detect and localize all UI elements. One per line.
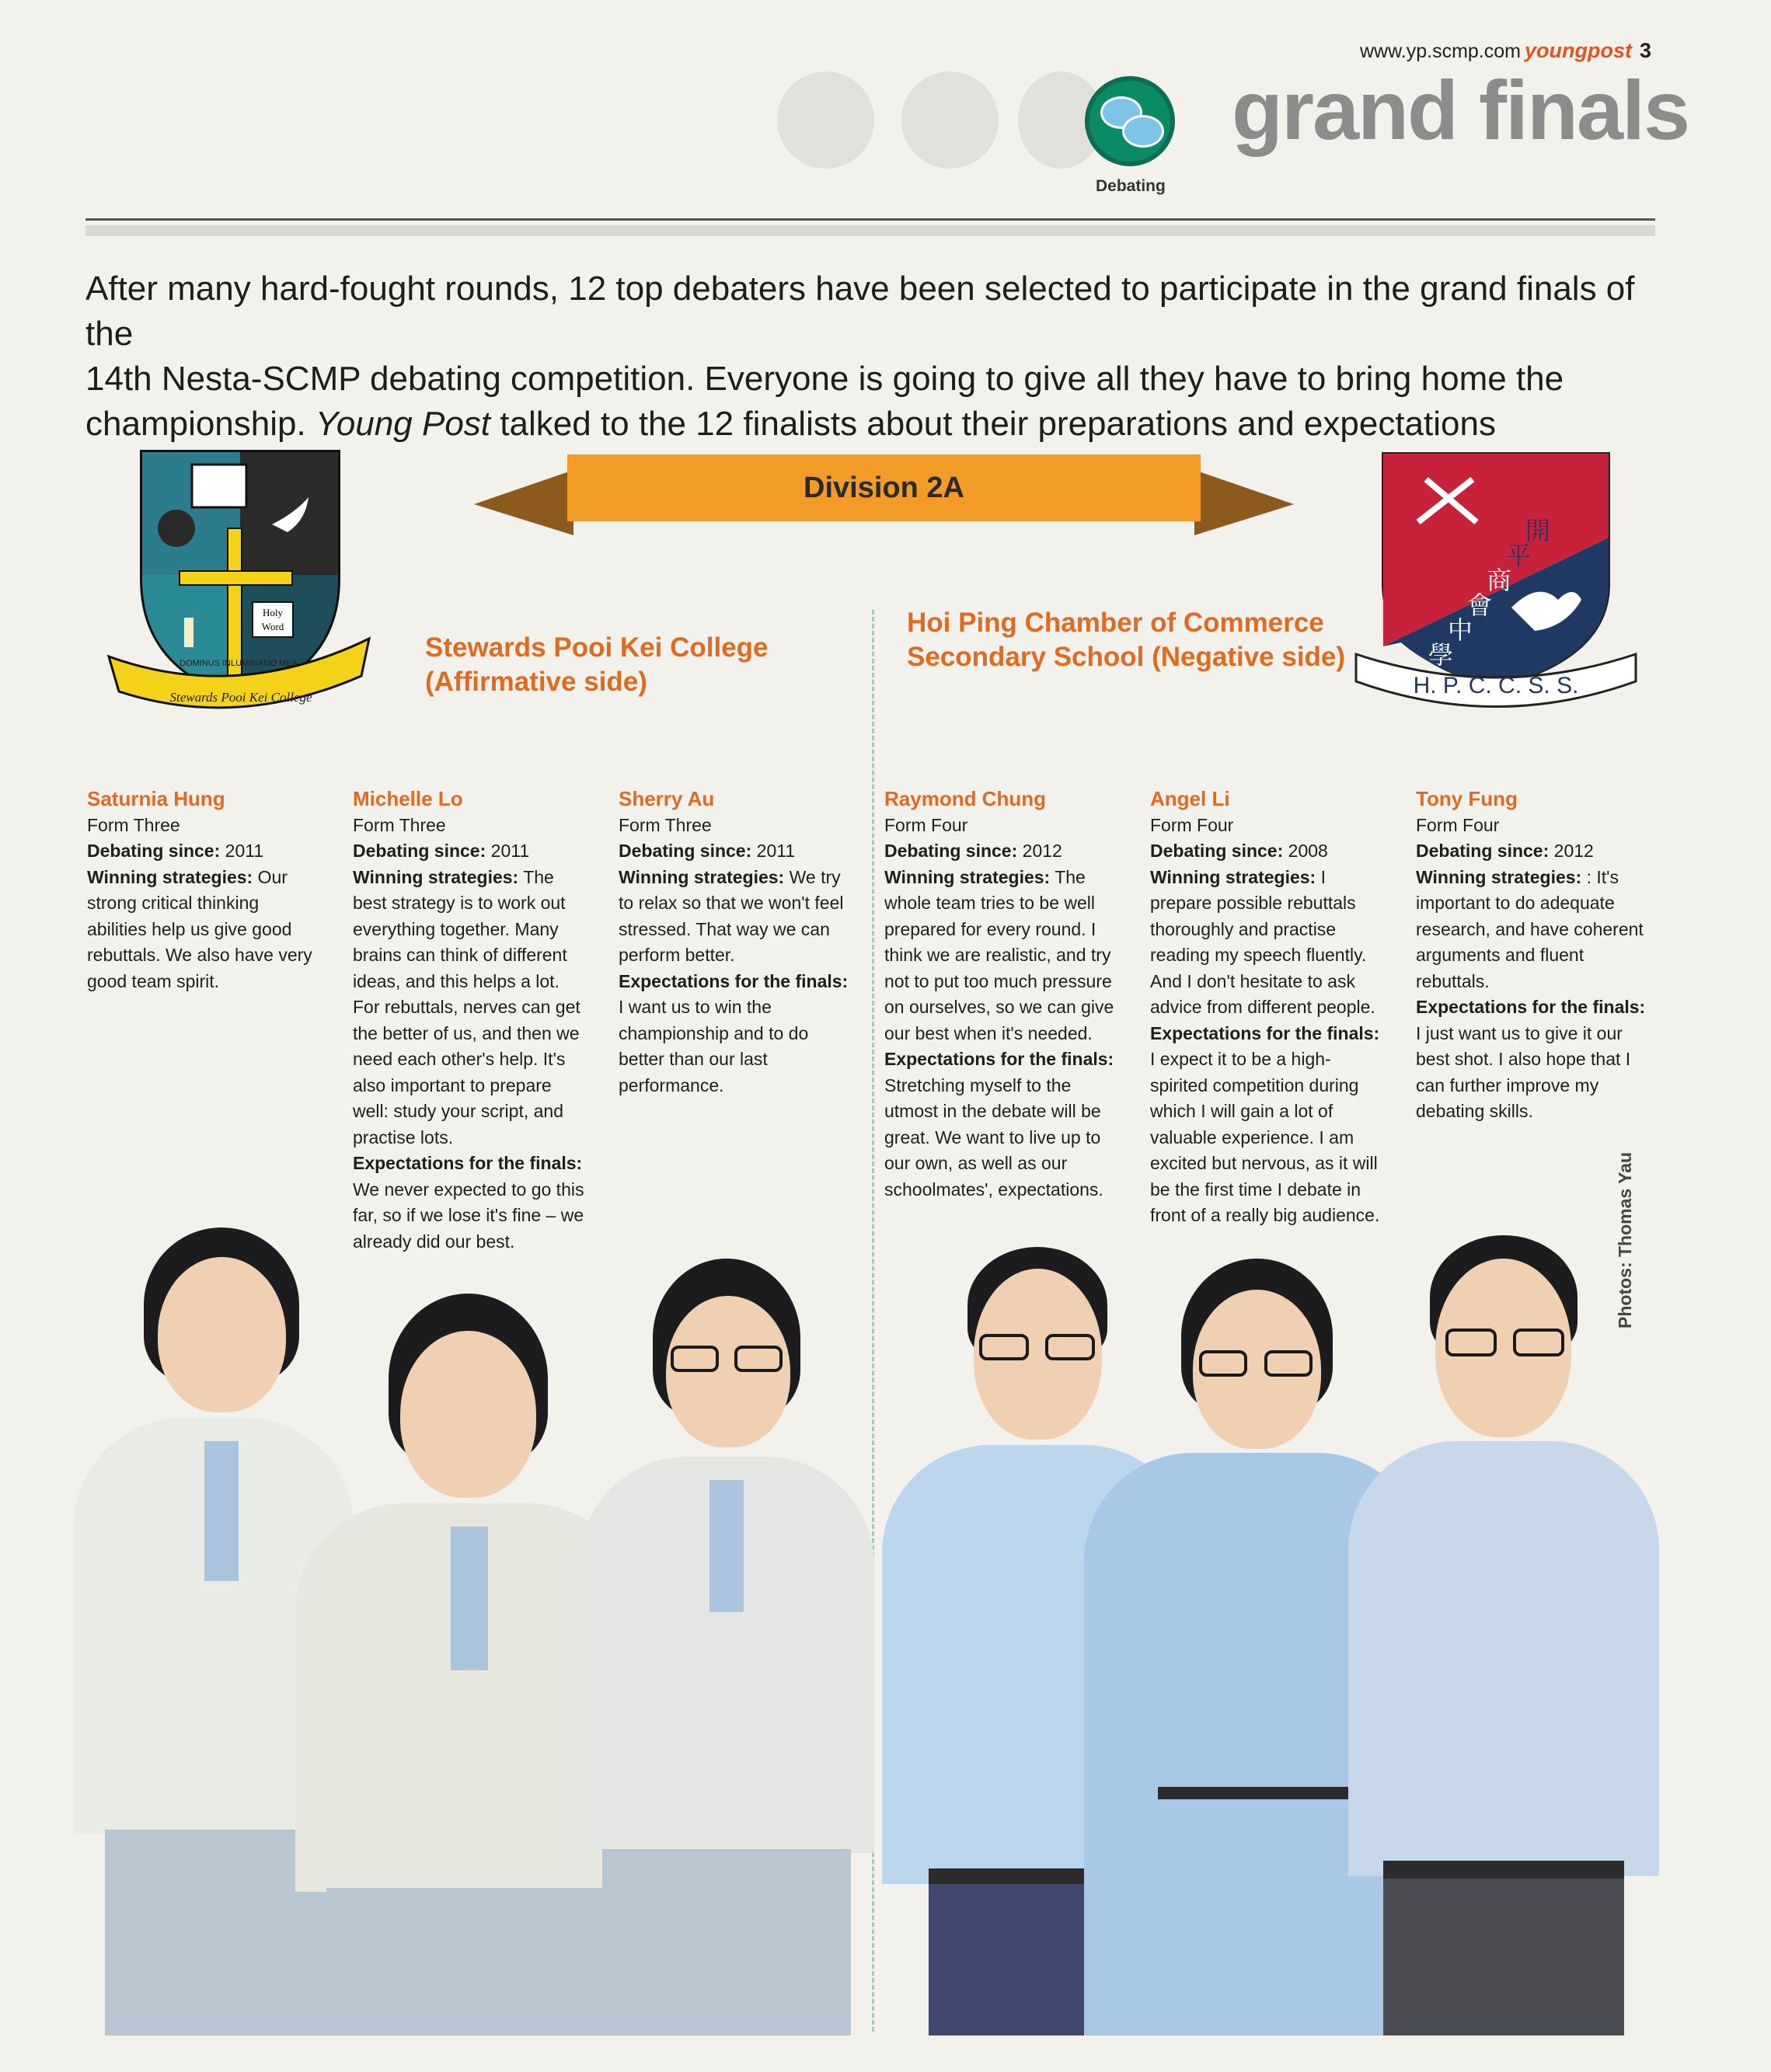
debating-since: Debating since: 2011 bbox=[87, 841, 264, 861]
student-name: Sherry Au bbox=[619, 787, 715, 810]
division-banner bbox=[474, 454, 1294, 544]
photo-credit: Photos: Thomas Yau bbox=[1615, 1151, 1635, 1329]
student-name: Raymond Chung bbox=[884, 787, 1046, 810]
finals-expectations: Expectations for the finals: I expect it to be a high-spirited competition during which I will gain a lot of valuable experience. I am excited but nervous, as it will be the first time I debate in front of a really big audience. bbox=[1150, 1022, 1380, 1225]
winning-strategies: Winning strategies: We try to relax so that we won't feel stressed. That way we can perform better. bbox=[619, 866, 844, 965]
crest-char: 旅 bbox=[1564, 466, 1590, 496]
section-label: Debating bbox=[1096, 177, 1166, 195]
profile-saturnia-hung bbox=[87, 786, 320, 994]
crest-char: 平 bbox=[1506, 541, 1532, 570]
finals-expectations: Expectations for the finals: I want us to win the championship and to do better than our last performance. bbox=[619, 970, 849, 1095]
crest-initials: H. P. C. C. S. S. bbox=[1413, 673, 1579, 698]
intro-line: After many hard-fought rounds, 12 top debaters have been selected to participate in the grand finals of the bbox=[85, 270, 1635, 353]
brand-logo: youngpost bbox=[1525, 39, 1632, 62]
school-side: (Affirmative side) bbox=[425, 667, 647, 697]
student-name: Saturnia Hung bbox=[87, 787, 225, 810]
faded-section-icon bbox=[901, 71, 999, 169]
photo-sherry-au bbox=[579, 1259, 874, 2035]
student-form: Form Three bbox=[619, 814, 712, 835]
student-form: Form Four bbox=[1150, 814, 1234, 835]
winning-strategies: Winning strategies: The whole team tries to be well prepared for every round. I think we are realistic, and try not to put too much pressure on ourselves, so we can give our best when it's needed. bbox=[884, 866, 1114, 1043]
debating-icon bbox=[1085, 76, 1175, 166]
winning-strategies: Winning strategies: The best strategy is to work out everything together. Many brains can think of different ideas, and this helps a lot. For rebuttals, nerves can get the better of us, and then we need each other's help. It's also important to prepare well: study your script, and practise lots. bbox=[353, 866, 580, 1147]
faded-section-icon bbox=[777, 71, 874, 169]
winning-strategies: Winning strategies: Our strong critical thinking abilities help us give good rebuttals. We also have very good team spirit. bbox=[87, 866, 312, 991]
intro-paragraph bbox=[85, 266, 1679, 447]
profile-tony-fung bbox=[1416, 786, 1649, 1125]
stewards-crest bbox=[105, 435, 373, 726]
student-name: Tony Fung bbox=[1416, 787, 1518, 810]
school-side: Secondary School (Negative side) bbox=[907, 642, 1346, 672]
student-form: Form Three bbox=[87, 814, 180, 835]
finals-expectations: Expectations for the finals: We never expected to go this far, so if we lose it's fine – we already did our best. bbox=[353, 1153, 584, 1252]
profile-raymond-chung bbox=[884, 786, 1117, 1203]
school-name: Stewards Pooi Kei College bbox=[425, 632, 769, 663]
intro-line: championship. Young Post talked to the 12 finalists about their preparations and expectations bbox=[85, 405, 1496, 443]
school-heading-affirmative bbox=[425, 631, 769, 699]
debating-since: Debating since: 2011 bbox=[619, 841, 796, 861]
division-title: Division 2A bbox=[567, 454, 1201, 521]
crest-book-word: Word bbox=[261, 621, 284, 632]
debating-since: Debating since: 2012 bbox=[1416, 841, 1594, 861]
crest-motto: DOMINUS INLUMINATIO MEA bbox=[180, 659, 298, 668]
header-band bbox=[85, 225, 1655, 236]
finalists-photo bbox=[74, 1228, 1651, 2035]
finals-expectations: Expectations for the finals: Stretching myself to the utmost in the debate will be great. We want to live up to our own, as well as our schoolmates', expectations. bbox=[884, 1049, 1114, 1200]
student-name: Angel Li bbox=[1150, 787, 1230, 810]
debating-since: Debating since: 2008 bbox=[1150, 841, 1328, 861]
intro-line: 14th Nesta-SCMP debating competition. Everyone is going to give all they have to bring home the bbox=[85, 360, 1564, 398]
header-rule bbox=[85, 218, 1655, 221]
winning-strategies: Winning strategies: I prepare possible rebuttals thoroughly and practise reading my speech fluently. And I don't hesitate to ask advice from different people. bbox=[1150, 866, 1375, 1017]
finals-expectations: Expectations for the finals: I just want us to give it our best shot. I also hope that I can further improve my debating skills. bbox=[1416, 997, 1646, 1121]
crest-char: 商 bbox=[1487, 566, 1512, 595]
student-name: Michelle Lo bbox=[353, 787, 463, 810]
site-url[interactable]: www.yp.scmp.com bbox=[1360, 40, 1521, 62]
student-form: Form Four bbox=[884, 814, 968, 835]
crest-char: 會 bbox=[1467, 590, 1493, 620]
crest-char: 中 bbox=[1448, 615, 1473, 645]
page-title: grand finals bbox=[1232, 63, 1689, 157]
page-number: 3 bbox=[1640, 39, 1652, 62]
winning-strategies: Winning strategies: : It's important to do adequate research, and have coherent arguments and fluent rebuttals. bbox=[1416, 866, 1644, 991]
student-form: Form Four bbox=[1416, 814, 1500, 835]
crest-char: 港 bbox=[1545, 491, 1571, 521]
crest-char: 開 bbox=[1525, 516, 1551, 545]
profile-sherry-au bbox=[619, 786, 852, 1099]
debating-since: Debating since: 2012 bbox=[884, 841, 1062, 861]
student-form: Form Three bbox=[353, 814, 446, 835]
school-name: Hoi Ping Chamber of Commerce bbox=[907, 608, 1324, 638]
photo-tony-fung bbox=[1348, 1235, 1659, 2035]
hpccss-crest bbox=[1348, 444, 1644, 724]
crest-book-word: Holy bbox=[263, 607, 283, 618]
crest-school-name: Stewards Pooi Kei College bbox=[169, 690, 312, 705]
school-heading-negative bbox=[907, 606, 1345, 674]
profile-michelle-lo bbox=[353, 786, 586, 1255]
crest-char: 學 bbox=[1428, 640, 1454, 670]
debating-since: Debating since: 2011 bbox=[353, 841, 530, 861]
profile-angel-li bbox=[1150, 786, 1383, 1229]
